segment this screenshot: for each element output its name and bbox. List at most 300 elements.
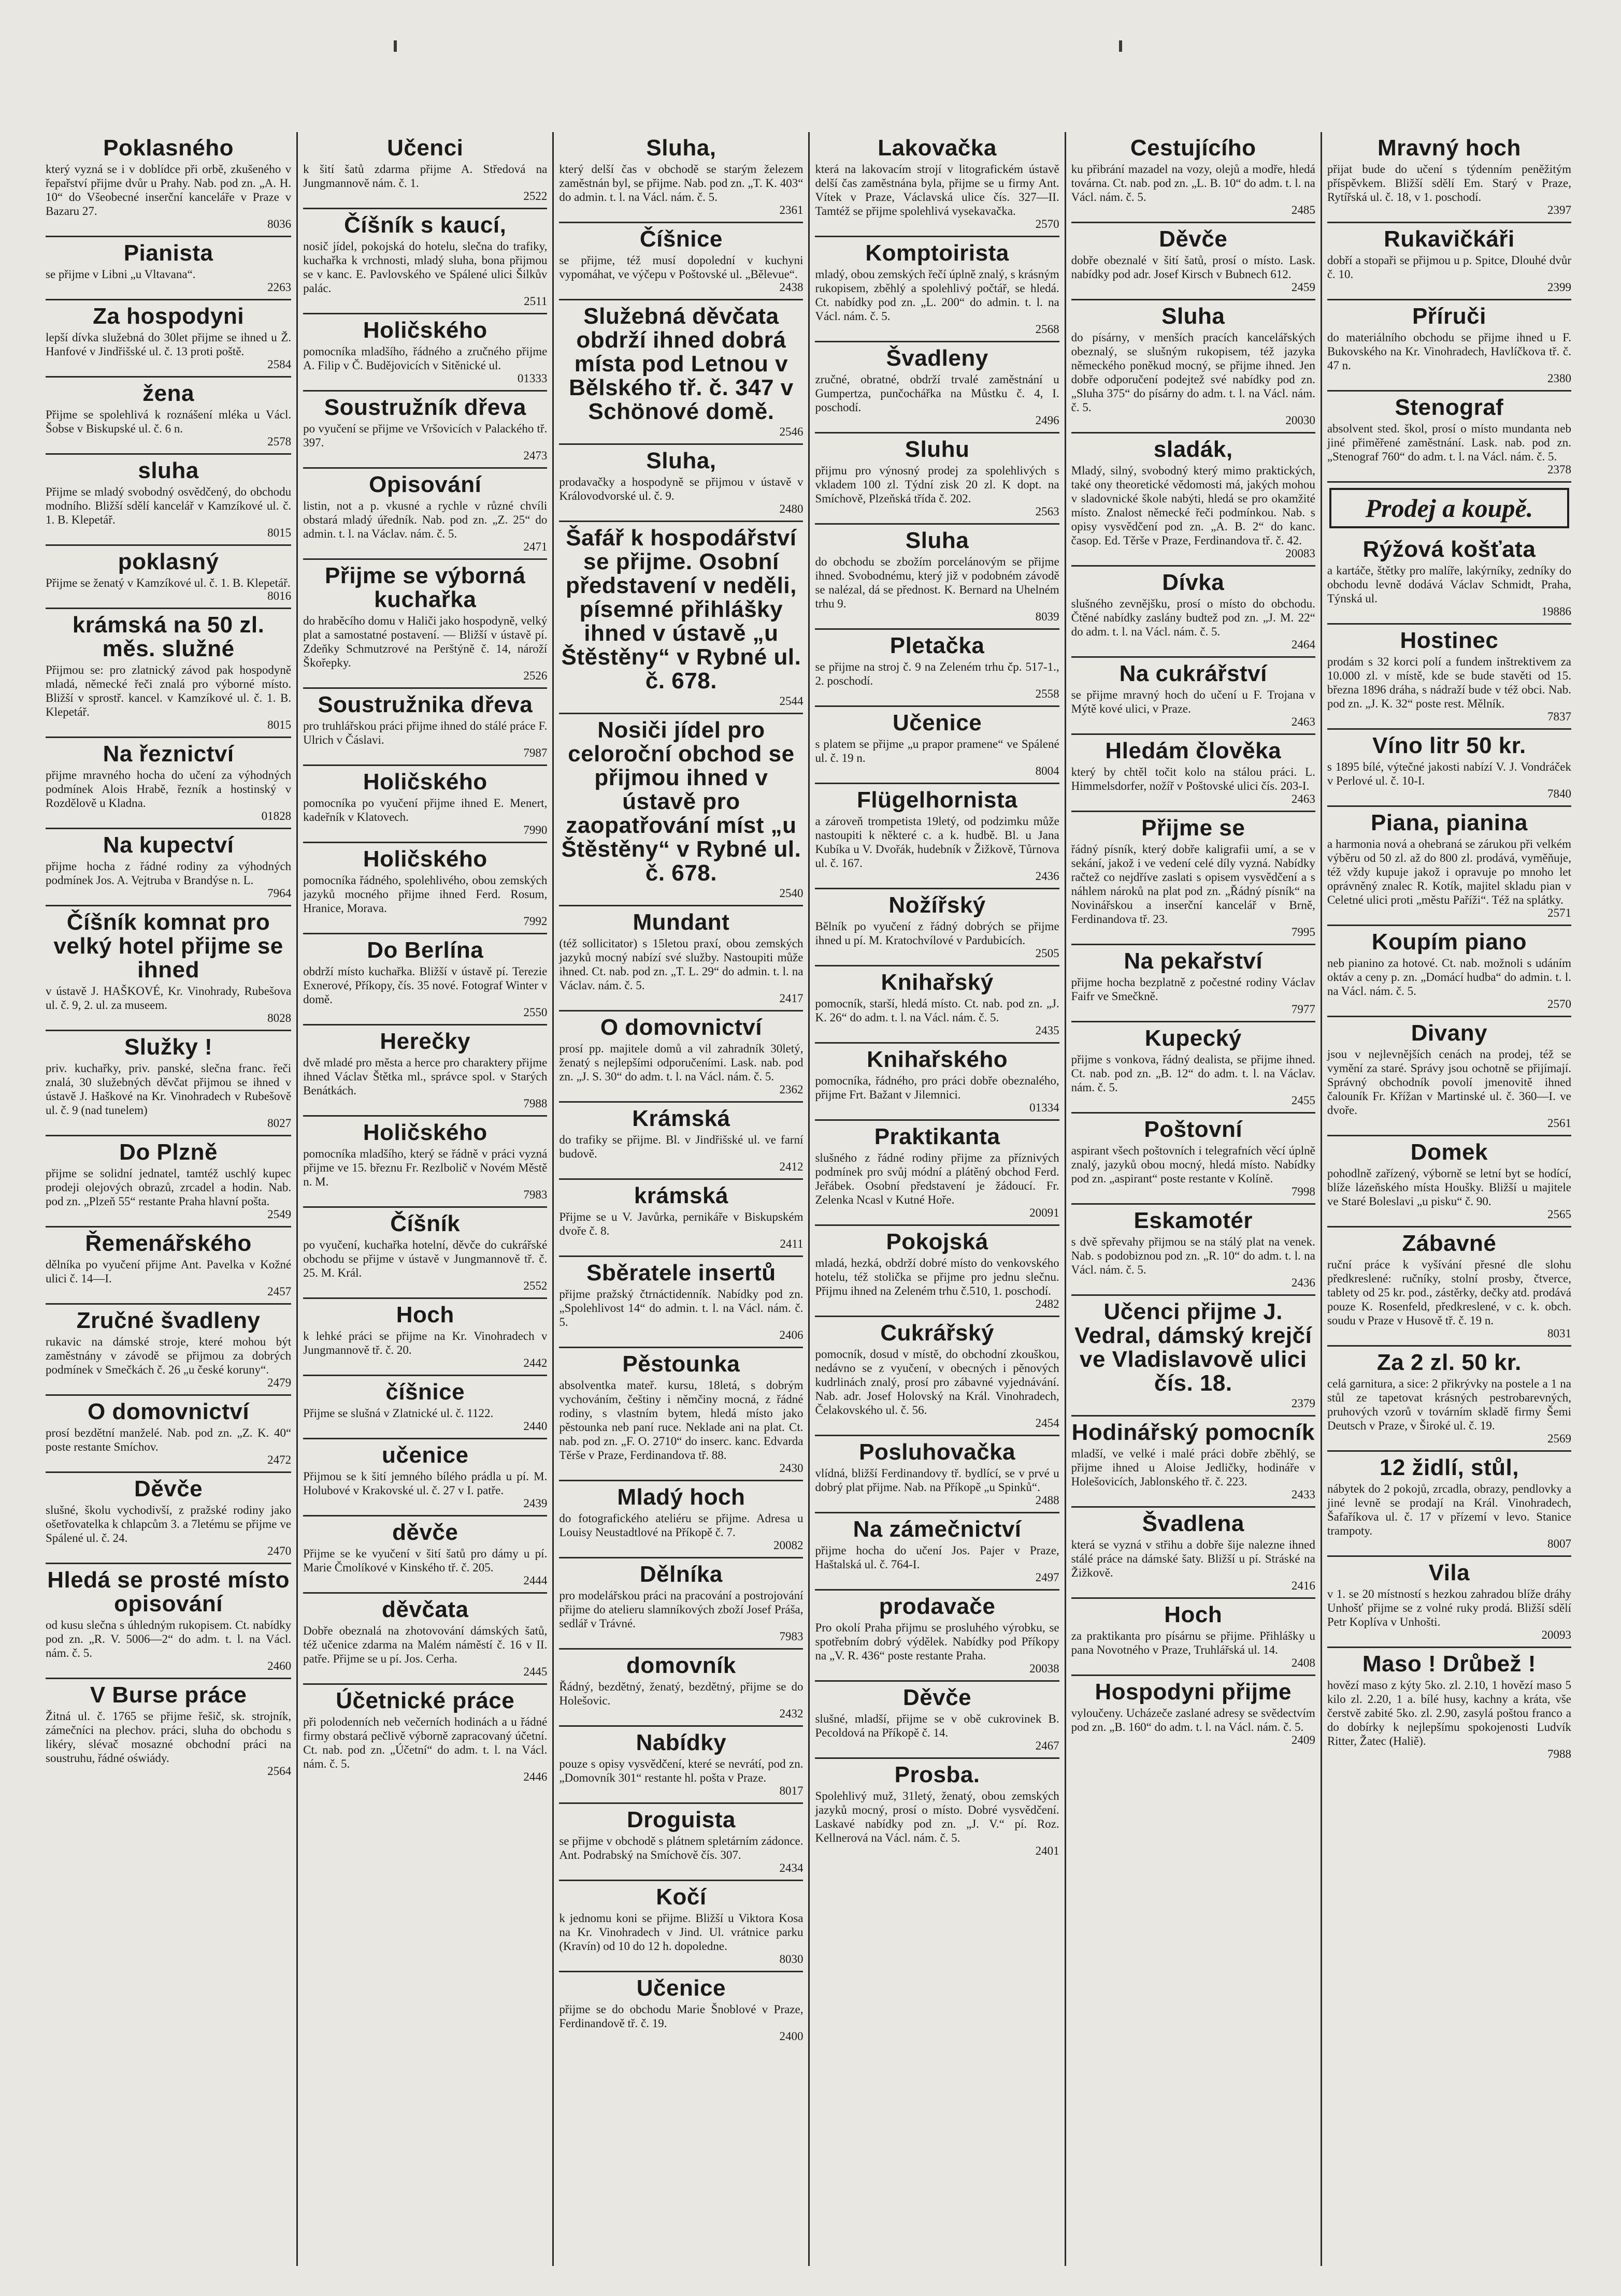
ad-number: 2379 <box>1291 1397 1315 1410</box>
ad-number: 8036 <box>267 218 292 230</box>
ad-text: prosí pp. majitele domů a vil zahradník 30letý, ženatý s nejlepšími odporučeními. Lask. nab. pod zn. „J. S. 30“ do adm. t. l. na Václ. nám. č. 5. <box>559 1042 804 1083</box>
classified-ad <box>1327 1347 1571 1452</box>
ad-number: 2459 <box>1291 281 1315 294</box>
classified-ad <box>303 1517 547 1594</box>
ad-heading: Cestujícího <box>1130 135 1256 161</box>
ad-number: 2563 <box>1035 505 1059 518</box>
ad-number: 2497 <box>1035 1571 1059 1584</box>
classified-ad <box>1327 533 1571 625</box>
classified-ad <box>815 1121 1059 1226</box>
ad-text: po vyučení, kuchařka hotelní, děvče do cukrářské obchodu se přijme v ústavě v Jungmannově tř. č. 25. M. Král. <box>303 1238 548 1279</box>
ad-number: 2522 <box>523 190 548 203</box>
ad-number: 2540 <box>779 887 804 900</box>
ad-heading: Hodinářský pomocník <box>1071 1420 1315 1445</box>
ad-number: 2439 <box>523 1497 548 1510</box>
ad-heading: Hledám člověka <box>1105 738 1282 763</box>
ad-heading: Na pekařství <box>1124 948 1263 974</box>
classified-ad <box>1071 300 1315 434</box>
classified-ad <box>303 766 547 843</box>
classified-ad <box>815 1044 1059 1121</box>
classified-ad <box>46 738 291 829</box>
ad-text: Přijmou se k šití jemného bílého prádla u pí. M. Holubové v Krakovské ul. č. 27 v I. patře. <box>303 1470 548 1497</box>
classified-ad <box>815 1436 1059 1513</box>
ad-heading: Mladý hoch <box>617 1484 745 1510</box>
ad-heading: děvče <box>392 1520 458 1545</box>
classified-ad <box>46 829 291 906</box>
ad-number: 7964 <box>267 887 292 900</box>
classified-ad <box>559 1881 803 1972</box>
ad-heading: poklasný <box>118 549 219 574</box>
ad-heading: Poklasného <box>103 135 234 161</box>
ad-text: pomocníka mladšího, řádného a zručného přijme A. Filip v Č. Budějovicích v Sitěnické ul. <box>303 345 548 372</box>
ad-number: 2432 <box>779 1707 804 1720</box>
classified-ad <box>303 132 547 209</box>
ad-text: a zároveň trompetista 19letý, od podzimku může nastoupiti k některé c. a k. hudbě. Bl. u Jana Kubíka u V. Dvořák, hudebník v Žižkově, Tůrnova ul. č. 167. <box>815 815 1059 870</box>
classified-ad <box>559 1012 803 1103</box>
column-1 <box>40 132 296 2266</box>
ad-heading: Příruči <box>1412 304 1486 329</box>
ad-heading: Opisování <box>369 472 482 497</box>
classified-ad <box>46 1679 291 1783</box>
ad-heading: Holičského <box>363 769 487 795</box>
classified-ad <box>1327 1017 1571 1136</box>
classified-ad <box>1071 1296 1315 1417</box>
ad-number: 2546 <box>779 425 804 438</box>
ad-text: přijme hocha z řádné rodiny za výhodných podmínek Jos. A. Vejtruba v Brandýse n. L. <box>46 860 292 887</box>
ad-number: 8016 <box>267 589 292 602</box>
ad-text: Přijme se spolehlivá k roznášení mléka u Václ. Šobse v Biskupské ul. č. 6 n. <box>46 408 292 435</box>
ad-number: 2565 <box>1547 1208 1571 1221</box>
ad-text: slušné, mladší, přijme se v obě cukrovinek B. Pecoldová na Příkopě č. 14. <box>815 1712 1059 1739</box>
ad-text: ku přibrání mazadel na vozy, olejů a modře, hledá továrna. Ct. nab. pod zn. „L. B. 10“ do adm. t. l. na Václ. nám. č. 5. <box>1071 163 1315 204</box>
ad-number: 2442 <box>523 1356 548 1369</box>
ad-heading: Cukrářský <box>880 1320 994 1346</box>
ad-heading: Komptoirista <box>865 240 1009 266</box>
ad-heading: Na kupectví <box>103 832 234 858</box>
ad-number: 8039 <box>1035 610 1059 623</box>
classified-ad <box>303 1376 547 1439</box>
ad-text: v 1. se 20 místností s hezkou zahradou blíže dráhy Unhošť přijme se z volné ruky prodá. Bližší sdělí Petr Koplíva v Unhošti. <box>1327 1587 1571 1628</box>
ad-heading: Kupecký <box>1144 1026 1242 1051</box>
ad-text: listin, not a p. vkusné a rychle v různé chvíli obstará mladý úředník. Nab. pod zn. „Z. 25“ do admin. t. l. na Václav. nám. č. 5. <box>303 499 548 540</box>
ad-text: do obchodu se zbožím porcelánovým se přijme ihned. Svobodnému, který již v podobném závodě se nalézal, dá se přednost. K. Bernard na Uhelném trhu 9. <box>815 555 1059 610</box>
ad-number: 2470 <box>267 1544 292 1557</box>
ad-number: 2564 <box>267 1765 292 1778</box>
ad-number: 20082 <box>773 1539 804 1552</box>
classified-ad <box>303 1439 547 1517</box>
ad-heading: Řemenářského <box>85 1231 252 1256</box>
ad-text: mladý, obou zemských řečí úplně znalý, s krásným rukopisem, zběhlý a spolehlivý počtář, se hledá. Ct. nabídky pod zn. „L. 200“ do admin. t. l. na Václ. nám. č. 5. <box>815 268 1059 323</box>
ad-heading: Nabídky <box>636 1730 727 1755</box>
ad-heading: domovník <box>626 1653 736 1678</box>
ad-heading: Služky ! <box>124 1034 213 1060</box>
ad-heading: Sluha <box>1161 304 1225 329</box>
classified-ad <box>1327 1228 1571 1347</box>
ad-number: 2473 <box>523 449 548 462</box>
ad-heading: Nožířský <box>888 892 986 918</box>
ad-text: pomocník, dosud v místě, do obchodní zkouškou, nedávno se z vyučení, v obecných i pěnových kudrlinách znalý, prosí pro zábavné vyjednávání. Nab. adr. Josef Holovský na Král. Vinohradech, Čelakovského ul. č. 56. <box>815 1348 1059 1417</box>
ad-number: 2445 <box>523 1665 548 1678</box>
ad-text: mladá, hezká, obdrží dobré místo do venkovského hotelu, též stolička se přijme pro jednu slečnu. Přijmu ihned na Zeleném trhu č.510, 1. poschodí. <box>815 1257 1059 1297</box>
column-3 <box>552 132 808 2266</box>
ad-text: přijme hocha do učení Jos. Pajer v Praze, Haštalská ul. č. 764-I. <box>815 1544 1059 1571</box>
ad-text: zručné, obratné, obdrží trvalé zaměstnání u Gumpertza, punčochářka na Můstku č. 4, I. poschodí. <box>815 373 1059 414</box>
ad-heading: Učenci přijme J. Vedral, dámský krejčí ve Vladislavově ulici čís. 18. <box>1074 1299 1312 1396</box>
ad-number: 7990 <box>523 824 548 836</box>
ad-text: ruční práce k vyšívání přesné dle slohu předkreslené: ručníky, stolní prosby, čtverce, tablety od 25 kr. pod., zástěrky, dečky atd. prodává pouze K. Rosenfeld, předkreslené, v c. k. obch. soudu v Praze v Husově tř. č. 19 n. <box>1327 1258 1571 1327</box>
classified-ad <box>559 1804 803 1881</box>
ad-number: 7840 <box>1547 787 1571 800</box>
ad-number: 2409 <box>1291 1734 1315 1746</box>
classified-ad <box>1071 1205 1315 1296</box>
ad-heading: Sběratele insertů <box>586 1260 776 1286</box>
ad-number: 2412 <box>779 1160 804 1173</box>
ad-number: 2479 <box>267 1376 292 1389</box>
ad-text: slušného z řádné rodiny přijme za příznivých podmínek pro svůj módní a plátěný obchod Ferd. Jeřábek. Osobní představení je žádoucí. Fr. Zelenka Ncasl v Kutné Hoře. <box>815 1151 1059 1206</box>
ad-text: nosič jídel, pokojská do hotelu, slečna do trafiky, kuchařka k vrchnosti, mladý sluha, bona přijmou se v kanc. E. Pavlovského ve Spálené ulici Šilkův palác. <box>303 240 548 295</box>
ad-text: s platem se přijme „u prapor pramene“ ve Spálené ul. č. 19 n. <box>815 738 1059 764</box>
ad-heading: Knihařský <box>881 970 994 995</box>
ad-number: 7983 <box>779 1630 804 1643</box>
ad-heading: Do Berlína <box>367 937 484 963</box>
ad-text: pouze s opisy vysvědčení, které se nevrátí, pod zn. „Domovník 301“ restante hl. pošta v Praze. <box>559 1757 804 1784</box>
classified-ad <box>1071 1022 1315 1114</box>
classified-ad <box>1327 1557 1571 1648</box>
ad-number: 2480 <box>779 502 804 515</box>
ad-heading: Pokojská <box>886 1229 988 1254</box>
ad-number: 2411 <box>780 1237 804 1250</box>
ad-text: se přijme, též musí dopolední v kuchyni vypomáhat, ve výčepu v Poštovské ul. „Bělevue“. <box>559 254 804 281</box>
ad-text: po vyučení se přijme ve Vršovicích v Palackého tř. 397. <box>303 422 548 449</box>
ad-text: Přijme se u V. Javůrka, pernikáře v Biskupském dvoře č. 8. <box>559 1210 804 1237</box>
ad-number: 2397 <box>1547 204 1571 216</box>
ad-text: k lehké práci se přijme na Kr. Vinohradech v Jungmannově tř. č. 20. <box>303 1330 548 1356</box>
ad-heading: učenice <box>382 1442 469 1468</box>
ad-number: 2457 <box>267 1285 292 1298</box>
ad-heading: Soustružnika dřeva <box>318 692 533 717</box>
classified-ad <box>815 1759 1059 1862</box>
classified-ad <box>815 132 1059 237</box>
ad-text: dobře obeznalé v šití šatů, prosí o místo. Lask. nabídky pod adr. Josef Kirsch v Bubnech 612. <box>1071 254 1315 281</box>
ad-number: 7988 <box>523 1097 548 1110</box>
ad-number: 8004 <box>1035 764 1059 777</box>
ad-number: 2401 <box>1035 1844 1059 1857</box>
classified-columns <box>40 132 1576 2266</box>
classified-ad <box>559 1972 803 2048</box>
ad-heading: Pletačka <box>890 633 985 658</box>
ad-text: jsou v nejlevnějších cenách na prodej, též se vymění za staré. Správy jsou ochotně se přijímají. Správný obchodník povolí jmenovitě ihned čalouník Fr. Křížan v Martinské ul. č. 360—I. ve dvoře. <box>1327 1048 1571 1117</box>
classified-ad <box>303 314 547 392</box>
ad-number: 2570 <box>1547 998 1571 1010</box>
ad-number: 20038 <box>1029 1662 1059 1675</box>
classified-ad <box>1327 807 1571 926</box>
ad-heading: Šafář k hospodářství se přijme. Osobní představení v neděli, písemné přihlášky ihned v ústavě „u Štěstěny“ v Rybné ul. č. 678. <box>561 525 801 694</box>
classified-ad <box>1071 434 1315 567</box>
ad-heading: Přijme se <box>1141 815 1245 841</box>
ad-heading: V Burse práce <box>90 1682 247 1708</box>
ad-text: do hraběcího domu v Haliči jako hospodyně, velký plat a samostatné postavení. — Bližší v ústavě pí. Zdeňky Schmutzrové na Perštýně č. 14, nároží Škořepky. <box>303 614 548 669</box>
classified-ad <box>1327 223 1571 300</box>
ad-number: 7983 <box>523 1188 548 1201</box>
classified-ad <box>559 1103 803 1180</box>
ad-text: se přijme na stroj č. 9 na Zeleném trhu čp. 517-1., 2. poschodí. <box>815 660 1059 687</box>
classified-ad <box>303 560 547 689</box>
classified-ad <box>303 209 547 314</box>
ad-text: dělníka po vyučení přijme Ant. Pavelka v Kožné ulici č. 14—I. <box>46 1258 292 1285</box>
ad-heading: Děvče <box>902 1685 972 1710</box>
ad-number: 2544 <box>779 695 804 707</box>
ad-number: 8031 <box>1547 1327 1571 1340</box>
classified-ad <box>815 1317 1059 1436</box>
classified-ad <box>815 237 1059 342</box>
classified-ad <box>46 1031 291 1136</box>
classified-ad <box>46 132 291 237</box>
ad-heading: Učenci <box>387 135 464 161</box>
classified-ad <box>46 906 291 1031</box>
ad-heading: Piana, pianina <box>1370 810 1528 835</box>
ad-text: přijmu pro výnosný prodej za spolehlivých s vkladem 100 zl. Týdní zisk 20 zl. K dopt. na Smíchově, Plzeňská třída č. 202. <box>815 464 1059 505</box>
ad-heading: Číšník s kaucí, <box>344 212 507 238</box>
ad-text: lepší dívka služebná do 30let přijme se ihned u Ž. Hanfové v Jindřišské ul. č. 13 proti poště. <box>46 331 292 358</box>
ad-heading: Učenice <box>892 710 982 735</box>
ad-heading: Posluhovačka <box>859 1439 1016 1465</box>
column-4 <box>808 132 1064 2266</box>
ad-text: prosí bezdětní manželé. Nab. pod zn. „Z. K. 40“ poste restante Smíchov. <box>46 1426 292 1453</box>
classified-ad <box>303 1594 547 1685</box>
ad-text: pro truhlářskou práci přijme ihned do stálé práce F. Ulrich v Čáslavi. <box>303 719 548 746</box>
ad-text: která se vyzná v střihu a dobře šije nalezne ihned stálé práce na dámské šaty. Bližší u pí. Stráské na Žižkově. <box>1071 1538 1315 1579</box>
ad-text: slušného zevnějšku, prosí o místo do obchodu. Čtěné nabídky zaslány budtež pod zn. „J. M. 22“ do adm. t. l. na Václ. nám. č. 5. <box>1071 597 1315 638</box>
ad-number: 2570 <box>1035 218 1059 230</box>
classified-ad <box>46 609 291 738</box>
ad-text: k šití šatů zdarma přijme A. Středová na Jungmannově nám. č. 1. <box>303 163 548 190</box>
classified-ad <box>1327 132 1571 223</box>
ad-text: přijat bude do učení s týdenním peněžitým příspěvkem. Bližší sdělí Em. Starý v Praze, Rytířská ul. č. 18, v 1. poschodí. <box>1327 163 1571 204</box>
classified-ad <box>46 1396 291 1473</box>
classified-ad <box>559 132 803 223</box>
classified-ad <box>1071 812 1315 945</box>
ad-heading: Mundant <box>633 909 730 935</box>
ad-text: přijme hocha bezplatně z počestné rodiny Václav Faifr ve Smečkně. <box>1071 976 1315 1003</box>
ad-text: Řádný, bezdětný, ženatý, bezdětný, přijme se do Holešovic. <box>559 1680 804 1707</box>
classified-ad <box>559 445 803 522</box>
ad-number: 2455 <box>1291 1094 1315 1107</box>
ad-number: 2549 <box>267 1208 292 1221</box>
ad-heading: Kočí <box>656 1884 707 1910</box>
classified-ad <box>1071 1599 1315 1676</box>
classified-ad <box>1071 1417 1315 1508</box>
classified-ad <box>559 906 803 1012</box>
ad-text: Bělník po vyučení z řádný dobrých se přijme ihned u pí. M. Kratochvílové v Pardubicích. <box>815 920 1059 947</box>
classified-ad <box>559 1558 803 1650</box>
ad-heading: Krámská <box>632 1106 730 1131</box>
ad-number: 2438 <box>779 281 804 294</box>
ad-heading: Děvče <box>1159 226 1228 252</box>
ad-heading: Rukavičkáři <box>1384 226 1515 252</box>
ad-text: hovězí maso z kýty 5ko. zl. 2.10, 1 hovězí maso 5 kilo zl. 2.20, 1 a. bílé husy, kachny a kráta, vše čerstvě zabité 5ko. zl. 2.90, zasylá poštou franco a do dobírky k nejlepšímu spokojenosti Ludvík Ritter, Žatec (Haliě). <box>1327 1679 1571 1748</box>
ad-text: vyloučeny. Ucházeče zaslané adresy se svědectvím pod zn. „B. 160“ do adm. t. l. na Václ. nám. č. 5. <box>1071 1707 1315 1734</box>
ad-text: do trafiky se přijme. Bl. v Jindřišské ul. ve farní budově. <box>559 1133 804 1160</box>
ad-number: 2505 <box>1035 947 1059 960</box>
ad-number: 2416 <box>1291 1579 1315 1592</box>
classified-ad <box>559 1180 803 1257</box>
classified-ad <box>1071 1676 1315 1752</box>
ad-heading: Dělníka <box>639 1562 723 1587</box>
classified-ad <box>1071 223 1315 300</box>
ad-heading: Za 2 zl. 50 kr. <box>1376 1350 1522 1375</box>
ad-heading: Pěstounka <box>622 1351 740 1377</box>
ad-heading: Prosba. <box>894 1762 980 1787</box>
ad-heading: Hledá se prosté místo opisování <box>47 1567 290 1616</box>
ad-heading: Praktikanta <box>874 1124 1000 1149</box>
classified-ad <box>815 966 1059 1044</box>
ad-text: která na lakovacím strojí v litografickém ústavě delší čas zaměstnána byla, přijme se u firmy Ant. Vítek v Praze, Václavská ulice čís. 327—II. Tamtéž se přijme spolehlivá vysekavačka. <box>815 163 1059 218</box>
ad-number: 8027 <box>267 1117 292 1130</box>
classified-ad <box>303 1685 547 1788</box>
ad-number: 8030 <box>779 1953 804 1966</box>
ad-number: 2400 <box>779 2030 804 2043</box>
ad-number: 2482 <box>1035 1297 1059 1310</box>
ad-number: 7995 <box>1291 926 1315 938</box>
classified-ad <box>1071 735 1315 812</box>
ad-heading: Přijme se výborná kuchařka <box>324 563 526 612</box>
classified-ad <box>815 630 1059 707</box>
ad-heading: Holičského <box>363 1120 487 1145</box>
ad-heading: číšnice <box>385 1379 465 1405</box>
ad-heading: Mravný hoch <box>1377 135 1521 161</box>
ad-number: 2467 <box>1035 1739 1059 1752</box>
ad-heading: Sluha, <box>646 448 716 473</box>
ad-text: řádný písník, který dobře kaligrafii umí, a se v sekání, jakož i ve vedení celé díly vyzná. Nabídky račtež co nejdříve zaslati s opisem vysvědčení a s náhlem nároků na plat pod zn. „Řádný písník“ na Novinářskou a inserční kancelář v Brně, Ferdinandova tř. 23. <box>1071 843 1315 926</box>
ad-heading: Knihařského <box>867 1047 1008 1072</box>
ad-number: 2472 <box>267 1453 292 1466</box>
ad-heading: Švadlena <box>1142 1511 1244 1536</box>
ad-text: Přijme se ke vyučení v šití šatů pro dámy u pí. Marie Čmolíkové v Kinského tř. č. 205. <box>303 1547 548 1574</box>
ad-heading: Poštovní <box>1144 1117 1243 1142</box>
ad-heading: Do Plzně <box>119 1139 218 1165</box>
ad-number: 2430 <box>779 1462 804 1475</box>
ad-text: který by chtěl točit kolo na stálou práci. L. Himmelsdorfer, nožíř v Poštovské ulici čís. 203-I. <box>1071 766 1315 792</box>
ad-text: nábytek do 2 pokojů, zrcadla, obrazy, pendlovky a jiné levně se prodají na Král. Vinohradech, Šafaříkova ul. č. 17 v přízemí v levo. Stanice trampoty. <box>1327 1482 1571 1537</box>
ad-text: k jednomu koni se přijme. Bližší u Viktora Kosa na Kr. Vinohradech v Jind. Ul. vrátnice parku (Kravín) od 10 do 12 h. dopoledne. <box>559 1912 804 1953</box>
classified-ad <box>46 237 291 300</box>
ad-heading: Koupím piano <box>1371 929 1527 955</box>
ad-heading: Vila <box>1428 1560 1470 1585</box>
classified-ad <box>559 1481 803 1558</box>
ad-number: 2569 <box>1547 1432 1571 1445</box>
ad-number: 2399 <box>1547 281 1571 294</box>
ad-text: do materiálního obchodu se přijme ihned u F. Bukovského na Kr. Vinohradech, Havlíčkova tř. č. 47 n. <box>1327 331 1571 372</box>
classified-ad <box>1327 625 1571 730</box>
ad-number: 7987 <box>523 746 548 759</box>
print-mark <box>1119 40 1122 52</box>
classified-ad <box>815 342 1059 434</box>
ad-number: 01828 <box>261 810 292 822</box>
ad-number: 2463 <box>1291 792 1315 805</box>
ad-heading: Dívka <box>1162 570 1225 595</box>
ad-heading: Droguista <box>626 1807 736 1832</box>
ad-number: 2568 <box>1035 323 1059 336</box>
ad-heading: Maso ! Drůbež ! <box>1362 1651 1536 1677</box>
ad-heading: Flügelhornista <box>857 787 1018 813</box>
ad-heading: sluha <box>138 458 199 483</box>
ad-number: 8017 <box>779 1784 804 1797</box>
ad-text: a harmonia nová a ohebraná se zárukou při velkém výběru od 50 zl. až do 800 zl. prodává, vyměňuje, též vždy kupuje jakož i opravuje po mnoho let oprávněný znalec R. Kotík, majitel skladu pian v Celetné ulici proti „městu Paříži“. Též na splátky. <box>1327 837 1571 906</box>
ad-text: který delší čas v obchodě se starým železem zaměstnán byl, se přijme. Nab. pod zn. „T. K. 403“ do admin. t. l. na Václ. nám. č. 5. <box>559 163 804 204</box>
ad-text: Pro okolí Praha přijmu se prosluhého výrobku, se spotřebním dobrý výdělek. Nabídky pod Příkopy na „V. R. 436“ poste restante Praha. <box>815 1621 1059 1662</box>
ad-heading: krámská <box>634 1183 728 1208</box>
column-5 <box>1065 132 1321 2266</box>
ad-number: 8015 <box>267 718 292 731</box>
ad-text: přijme pražský čtrnáctidenník. Nabídky pod zn. „Spolehlivost 14“ do admin. t. l. na Václ. nám. č. 5. <box>559 1288 804 1328</box>
classified-ad <box>815 1513 1059 1591</box>
classified-ad <box>815 1591 1059 1682</box>
ad-text: se přijme v Libni „u Vltavana“. <box>46 268 196 281</box>
classified-ad <box>303 1208 547 1299</box>
ad-number: 7992 <box>523 915 548 928</box>
classified-ad <box>303 843 547 934</box>
classified-ad <box>1071 945 1315 1022</box>
ad-text: absolventka mateř. kursu, 18letá, s dobrým vychováním, češtiny i němčiny mocná, z řádné rodiny, s vlastním bytem, hledá místo jako pěstounka neb paní ruce. Neklade ani na plat. Ct. nab. pod zn. „F. O. 2710“ do inserc. kanc. Edvarda Těrše v Praze, Ferdinandova tř. 88. <box>559 1379 804 1462</box>
classified-ad <box>46 1136 291 1228</box>
ad-number: 2550 <box>523 1006 548 1019</box>
ad-heading: Na zámečnictví <box>853 1517 1022 1542</box>
ad-number: 7988 <box>1547 1748 1571 1760</box>
ad-text: celá garnitura, a sice: 2 přikrývky na postele a 1 na stůl ze tapetovat krásných pestrobarevných, pruhových vzorů v továrním skladě firmy Šemi Deutsch v Praze, v Široké ul. č. 19. <box>1327 1377 1571 1432</box>
classified-ad <box>815 434 1059 525</box>
ad-text: mladší, ve velké i malé práci dobře zběhlý, se přijme ihned u Aloise Jedličky, hodináře v Holešovicích, Jablonského tř. č. 223. <box>1071 1447 1315 1488</box>
ad-text: při polodenních neb večerních hodinách a u řádné firmy obstará pečlivě výborně zapracovaný účetní. Ct. nab. pod zn. „Účetní“ do adm. t. l. na Václ. nám. č. 5. <box>303 1715 548 1770</box>
ad-text: obdrží místo kuchařka. Bližší v ústavě pí. Terezie Exnerové, Příkopy, čís. 35 nové. Fotograf Winter v domě. <box>303 965 548 1006</box>
column-6 <box>1321 132 1576 2266</box>
ad-number: 2558 <box>1035 687 1059 700</box>
ad-heading: Sluhu <box>905 437 970 462</box>
classified-ad <box>1327 1648 1571 1766</box>
classified-ad <box>559 1348 803 1481</box>
ad-text: za praktikanta pro písárnu se přijme. Přihlášky u pana Novotného v Praze, Truhlářská ul. 14. <box>1071 1629 1315 1656</box>
ad-heading: Číšník komnat pro velký hotel přijme se ihned <box>53 909 283 983</box>
classified-ad <box>303 469 547 560</box>
classified-ad <box>815 707 1059 784</box>
ad-text: Mladý, silný, svobodný který mimo praktických, také ony theoretické vědomosti má, jakých mohou v sladovnické škole nabýti, hledá se pro okamžité místo. Znalost německé řeči podmínkou. Nab. s opisy vysvědčení pod zn. „A. B. 2“ do kanc. časop. Ed. Těrše v Praze, Ferdinandova tř. č. 42. <box>1071 464 1315 547</box>
classified-ad <box>303 689 547 766</box>
classified-ad <box>46 378 291 455</box>
ad-number: 2471 <box>523 540 548 553</box>
ad-number: 2380 <box>1547 372 1571 385</box>
classified-ad <box>46 300 291 378</box>
classified-ad <box>1071 1114 1315 1205</box>
classified-ad <box>1071 658 1315 735</box>
classified-ad <box>815 889 1059 966</box>
section-banner: Prodej a koupě. <box>1329 488 1569 528</box>
classified-ad <box>559 714 803 906</box>
ad-number: 2454 <box>1035 1417 1059 1429</box>
ad-heading: Herečky <box>380 1029 471 1054</box>
ad-heading: sladák, <box>1153 437 1233 462</box>
ad-heading: Nosiči jídel pro celoroční obchod se přijmou ihned v ústavě pro zaopatřování míst „u Štěstěny“ v Rybné ul. č. 678. <box>561 717 801 886</box>
classified-ad <box>815 1226 1059 1317</box>
ad-number: 2511 <box>524 295 548 308</box>
ad-text: prodám s 32 korci polí a fundem inštrektivem za 10.000 zl. v místě, kde se bude stavěti od 15. března 1896 dráha, s nádraží bude v též obci. Nab. pod zn. „J. K. 32“ poste rest. Mělník. <box>1327 655 1571 710</box>
classified-ad <box>559 223 803 300</box>
ad-text: neb pianino za hotové. Ct. nab. možnoli s udáním oktáv a ceny p. zn. „Domácí hudba“ do admin. t. l. na Václ. nám. č. 5. <box>1327 957 1571 998</box>
ad-text: Přijme se slušná v Zlatnické ul. č. 1122. <box>303 1407 494 1420</box>
ad-heading: Zábavné <box>1402 1231 1497 1256</box>
ad-text: a kartáče, štětky pro malíře, lakýrníky, zedníky do obchodu levně dodává Václav Schmidt, Praha, Týnská ul. <box>1327 564 1571 605</box>
ad-number: 2408 <box>1291 1656 1315 1669</box>
ad-number: 20093 <box>1541 1628 1571 1641</box>
ad-text: se přijme v obchodě s plátnem spletárním zádonce. Ant. Podrabský na Smíchově čís. 307. <box>559 1835 804 1861</box>
